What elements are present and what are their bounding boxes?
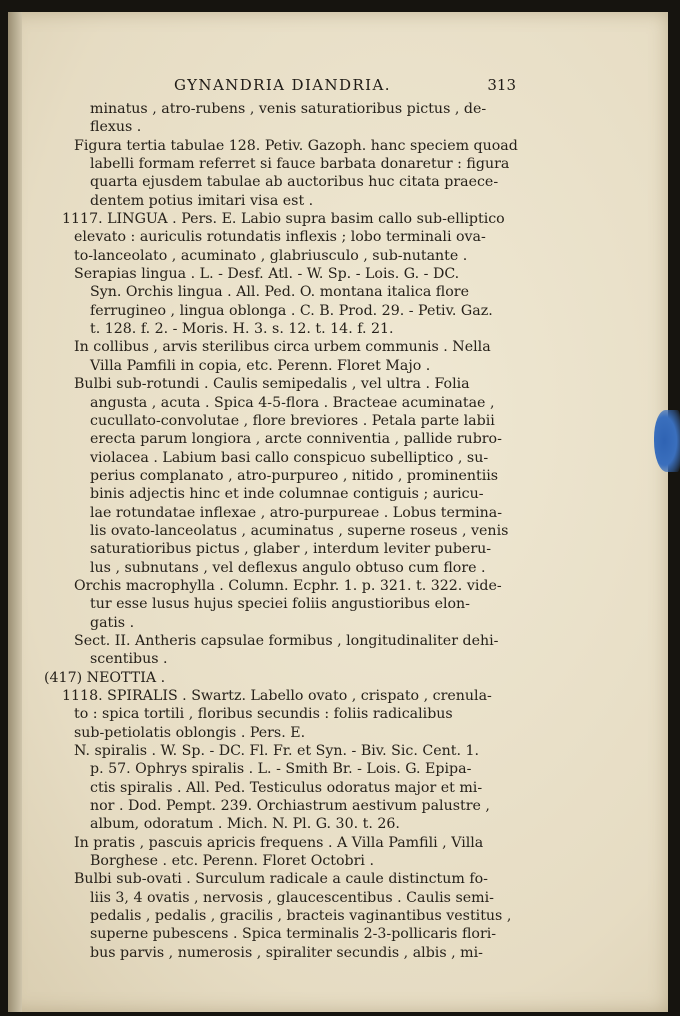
text-line: saturatioribus pictus , glaber , interdum leviter puberu- (90, 541, 492, 558)
text-line: 1117. LINGUA . Pers. E. Labio supra basim callo sub-elliptico (62, 211, 505, 228)
text-line: album, odoratum . Mich. N. Pl. G. 30. t. 26. (90, 816, 400, 833)
text-line: violacea . Labium basi callo conspicuo subelliptico , su- (90, 449, 489, 466)
text-line: liis 3, 4 ovatis , nervosis , glaucescentibus . Caulis semi- (90, 889, 494, 906)
text-line: In collibus , arvis sterilibus circa urbem communis . Nella (74, 339, 491, 356)
text-line: labelli formam referret si fauce barbata donaretur : figura (90, 156, 510, 173)
blue-ink-blot (654, 410, 680, 472)
text-line: sub-petiolatis oblongis . Pers. E. (74, 724, 306, 741)
text-line: Bulbi sub-rotundi . Caulis semipedalis , vel ultra . Folia (74, 376, 470, 393)
text-line: N. spiralis . W. Sp. - DC. Fl. Fr. et Syn. - Biv. Sic. Cent. 1. (74, 743, 480, 760)
text-line: t. 128. f. 2. - Moris. H. 3. s. 12. t. 14. f. 21. (90, 321, 394, 338)
text-line: Figura tertia tabulae 128. Petiv. Gazoph. hanc speciem quoad (74, 137, 518, 154)
page-number: 313 (487, 76, 516, 94)
text-line: quarta ejusdem tabulae ab auctoribus huc citata praece- (90, 174, 499, 191)
text-line: bus parvis , numerosis , spiraliter secundis , albis , mi- (90, 944, 483, 961)
text-line: pedalis , pedalis , gracilis , bracteis vaginantibus vestitus , (90, 908, 512, 925)
text-line: Serapias lingua . L. - Desf. Atl. - W. Sp. - Lois. G. - DC. (74, 266, 460, 283)
text-line: lae rotundatae inflexae , atro-purpureae . Lobus termina- (90, 504, 503, 521)
text-line: lus , subnutans , vel deflexus angulo obtuso cum flore . (90, 559, 486, 576)
running-title: GYNANDRIA DIANDRIA. (174, 76, 391, 94)
text-line: gatis . (90, 614, 135, 631)
text-line: angusta , acuta . Spica 4-5-flora . Bracteae acuminatae , (90, 394, 495, 411)
text-line: binis adjectis hinc et inde columnae contiguis ; auricu- (90, 486, 484, 503)
text-line: Orchis macrophylla . Column. Ecphr. 1. p. 321. t. 322. vide- (74, 577, 502, 594)
text-line: Bulbi sub-ovati . Surculum radicale a caule distinctum fo- (74, 871, 488, 888)
text-line: elevato : auriculis rotundatis inflexis ; lobo terminali ova- (74, 229, 486, 246)
text-line: tur esse lusus hujus speciei foliis angustioribus elon- (90, 596, 470, 613)
text-line: flexus . (90, 119, 142, 136)
text-line: In pratis , pascuis apricis frequens . A Villa Pamfili , Villa (74, 834, 484, 851)
text-line: scentibus . (90, 651, 168, 668)
text-line: dentem potius imitari visa est . (90, 192, 314, 209)
text-line: ctis spiralis . All. Ped. Testiculus odoratus major et mi- (90, 779, 483, 796)
text-line: ferrugineo , lingua oblonga . C. B. Prod. 29. - Petiv. Gaz. (90, 302, 493, 319)
body-text (44, 100, 518, 962)
text-line: cucullato-convolutae , flore breviores . Petala parte labii (90, 412, 495, 429)
text-line: Villa Pamfili in copia, etc. Perenn. Floret Majo . (90, 357, 431, 374)
text-line: nor . Dod. Pempt. 239. Orchiastrum aestivum palustre , (90, 798, 490, 815)
text-line: minatus , atro-rubens , venis saturatioribus pictus , de- (90, 101, 487, 117)
text-line: 1118. SPIRALIS . Swartz. Labello ovato , crispato , crenula- (62, 688, 492, 704)
running-header (60, 76, 516, 98)
text-line: Borghese . etc. Perenn. Floret Octobri . (90, 853, 374, 870)
text-line: p. 57. Ophrys spiralis . L. - Smith Br. - Lois. G. Epipa- (90, 761, 472, 778)
text-line: (417) NEOTTIA . (44, 669, 166, 686)
text-line: Sect. II. Antheris capsulae formibus , longitudinaliter dehi- (74, 632, 499, 649)
text-line: to-lanceolato , acuminato , glabriusculo , sub-nutante . (74, 247, 468, 264)
text-line: to : spica tortili , floribus secundis : foliis radicalibus (74, 706, 453, 723)
text-line: superne pubescens . Spica terminalis 2-3-pollicaris flori- (90, 926, 497, 943)
text-line: lis ovato-lanceolatus , acuminatus , superne roseus , venis (90, 522, 509, 539)
text-line: erecta parum longiora , arcte conniventia , pallide rubro- (90, 431, 502, 448)
page-gutter (8, 12, 22, 1012)
text-line: Syn. Orchis lingua . All. Ped. O. montana italica flore (90, 284, 469, 301)
text-line: perius complanato , atro-purpureo , nitido , prominentiis (90, 467, 499, 484)
